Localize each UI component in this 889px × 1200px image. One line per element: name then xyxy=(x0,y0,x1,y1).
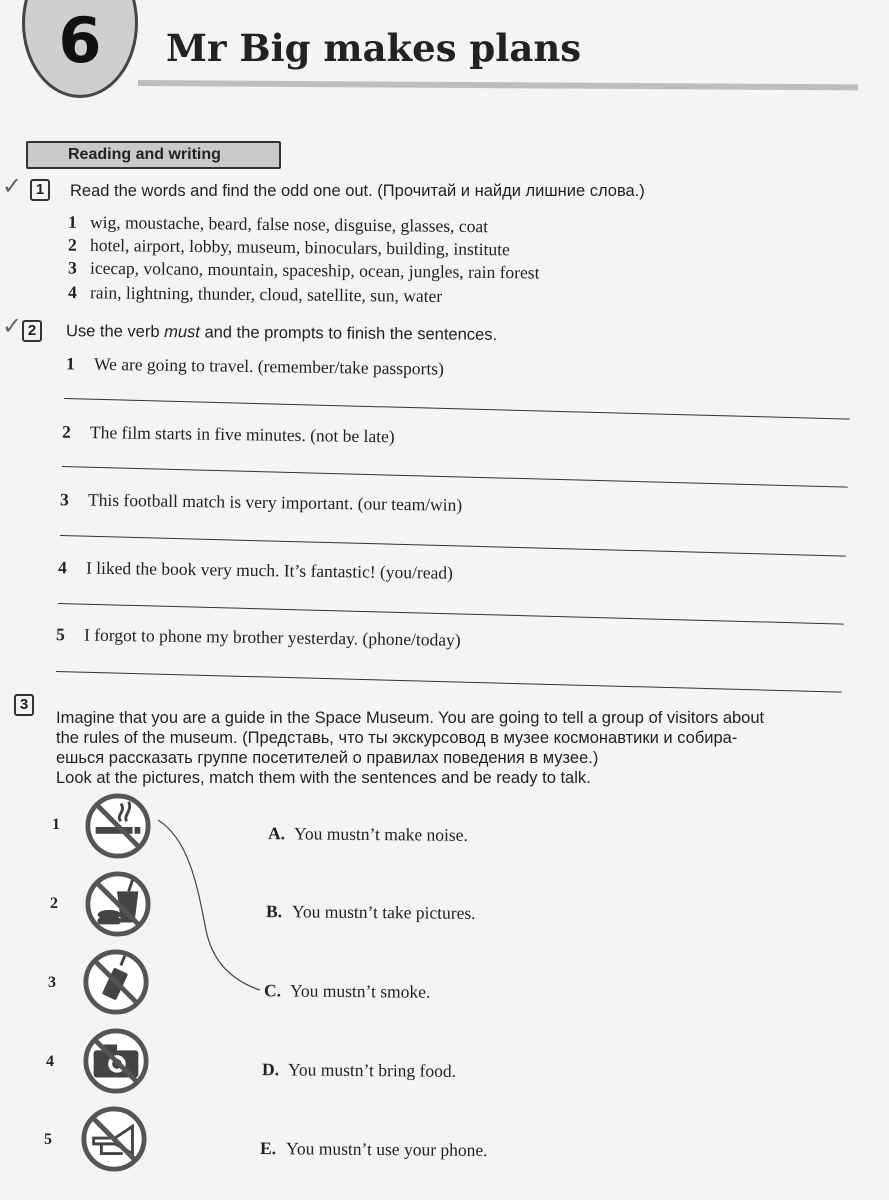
no-camera-icon xyxy=(82,1027,150,1095)
answer-line[interactable] xyxy=(64,398,850,420)
exercise-2-number: 2 xyxy=(22,320,42,342)
rule-sentence: D. You mustn’t bring food. xyxy=(261,1059,457,1081)
word-list-item: 1 wig, moustache, beard, false nose, disguise, glasses, coat xyxy=(67,211,489,237)
picture-number: 4 xyxy=(46,1053,54,1070)
word-list-item: 2 hotel, airport, lobby, museum, binoculars, building, institute xyxy=(67,234,510,260)
answer-line[interactable] xyxy=(56,671,842,693)
picture-number: 3 xyxy=(48,974,56,991)
sentence-prompt: 4 I liked the book very much. It’s fantastic! (you/read) xyxy=(57,557,454,583)
rule-sentence: C. You mustn’t smoke. xyxy=(263,980,431,1002)
section-label: Reading and writing xyxy=(26,141,281,169)
no-phone-icon xyxy=(82,948,150,1016)
picture-number: 2 xyxy=(50,895,58,912)
picture-number: 5 xyxy=(44,1131,52,1148)
answer-line[interactable] xyxy=(60,535,846,557)
page-title: Mr Big makes plans xyxy=(166,26,582,70)
word-list-item: 3 icecap, volcano, mountain, spaceship, ocean, jungles, rain forest xyxy=(67,257,540,283)
exercise-1-number: 1 xyxy=(30,179,50,201)
matching-line xyxy=(150,810,270,996)
answer-line[interactable] xyxy=(62,466,848,488)
sentence-prompt: 2 The film starts in five minutes. (not be late) xyxy=(61,421,395,447)
exercise-2-instruction: Use the verb must and the prompts to finish the sentences. xyxy=(65,322,498,344)
exercise-1-instruction: Read the words and find the odd one out. (Прочитай и найди лишние слова.) xyxy=(70,182,645,200)
title-underline xyxy=(138,80,858,90)
rule-sentence: E. You mustn’t use your phone. xyxy=(259,1138,488,1160)
sentence-prompt: 3 This football match is very important. (our team/win) xyxy=(59,489,463,515)
picture-number: 1 xyxy=(52,816,60,833)
answer-line[interactable] xyxy=(58,603,844,625)
word-list-item: 4 rain, lightning, thunder, cloud, satellite, sun, water xyxy=(67,282,443,306)
no-food-icon xyxy=(84,870,152,938)
check-mark-icon: ✓ xyxy=(2,312,23,340)
sentence-prompt: 5 I forgot to phone my brother yesterday. (phone/today) xyxy=(55,624,461,650)
rule-sentence: B. You mustn’t take pictures. xyxy=(265,901,476,923)
unit-number: 6 xyxy=(58,4,102,77)
rule-sentence: A. You mustn’t make noise. xyxy=(267,823,468,845)
sentence-prompt: 1 We are going to travel. (remember/take passports) xyxy=(65,353,445,379)
no-smoking-icon xyxy=(84,792,152,860)
check-mark-icon: ✓ xyxy=(2,172,23,200)
exercise-3-instruction: Imagine that you are a guide in the Space Museum. You are going to tell a group of visitors about the rules of the museum. (Представь, что ты экскурсовод в музее космонавтики и собира- ешься рассказать группе посетителей о правилах поведения в музее.) Look at the pictures, match them with the sentences and be ready to talk. xyxy=(56,709,765,787)
no-trumpet-icon xyxy=(80,1105,148,1173)
exercise-3-number: 3 xyxy=(14,694,34,716)
